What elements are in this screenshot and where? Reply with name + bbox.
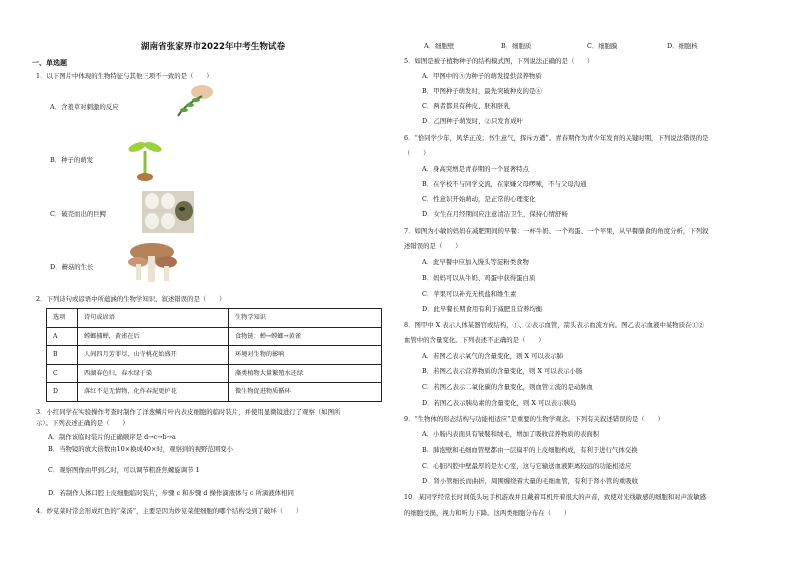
table-cell: 落红不是无情物，化作春泥更护花 bbox=[78, 383, 229, 402]
table-row bbox=[47, 364, 382, 383]
q7-option-c[interactable]: C．苹果可以补充无机盐和维生素 bbox=[422, 290, 517, 298]
table-header-cell: 诗句或谚语 bbox=[78, 309, 229, 328]
q6-option-d[interactable]: D．女生在月经期间应注意清洁卫生，保持心情舒畅 bbox=[422, 210, 568, 218]
q10-stem-line-2: 的细胞受损，视力和听力下降。这两类细胞分布在（ ） bbox=[404, 509, 571, 517]
q4-option-a[interactable]: A．细胞壁 bbox=[424, 42, 455, 50]
q9-option-b[interactable]: B．肺泡壁和毛细血管壁都由一层扁平的上皮细胞构成，有利于进行气体交换 bbox=[422, 446, 638, 454]
q9-stem: 9．“生物体的形态结构与功能相适应”是重要的生物学观念。下列有关叙述错误的是（ ） bbox=[404, 415, 664, 423]
q10-stem-line-1: 10．某同学经常长时间低头玩手机游戏并且戴着耳机开着很大的声音，致使对光线敏感的细胞和对声波敏感 bbox=[404, 493, 707, 501]
q3-option-a[interactable]: A．制作该临时装片的正确顺序是 d→c→b→a bbox=[48, 433, 176, 441]
q8-option-b[interactable]: B．若图乙表示营养物质的含量变化，则 X 可以表示小肠 bbox=[422, 367, 583, 375]
table-header-cell: 选项 bbox=[47, 309, 78, 328]
table-cell: B bbox=[47, 346, 78, 365]
table-row bbox=[47, 327, 382, 346]
table-header-cell: 生物学知识 bbox=[229, 309, 382, 328]
q2-stem: 2．下列诗句或谚语中所蕴涵的生物学知识，叙述错误的是（ ） bbox=[36, 295, 226, 303]
q7-stem-line-2: 述错误的是（ ） bbox=[404, 242, 462, 250]
hatching-eggs-image bbox=[142, 191, 194, 233]
table-cell: A bbox=[47, 327, 78, 346]
q1-option-a[interactable]: A．含羞草对刺激的反应 bbox=[50, 103, 119, 111]
q1-option-b[interactable]: B．种子的萌发 bbox=[50, 156, 94, 164]
q8-option-d[interactable]: D．若图乙表示胰岛素的含量变化，则 X 可以表示胰岛 bbox=[422, 399, 577, 407]
q8-stem-line-2: 血管中的含量变化。下列表述不正确的是（ ） bbox=[404, 336, 545, 344]
table-row bbox=[47, 346, 382, 365]
mushroom-image bbox=[126, 240, 180, 284]
q1-option-d[interactable]: D．蘑菇的生长 bbox=[50, 263, 94, 271]
q3-stem-line-1: 3．小红同学在实验操作考查时制作了洋葱鳞片叶内表皮细胞的临时装片，并使用显微镜进行了观察（如图所 bbox=[36, 408, 341, 416]
q6-option-b[interactable]: B．在学校不与同学交流，在家嫌父母啰嗦，不与父母沟通 bbox=[422, 180, 587, 188]
q7-option-a[interactable]: A．此早餐中应加入馒头等淀粉类食物 bbox=[422, 258, 529, 266]
table-row bbox=[47, 383, 382, 402]
q2-table bbox=[46, 308, 382, 402]
mimosa-hand-image bbox=[174, 82, 214, 118]
table-header-row bbox=[47, 309, 382, 328]
q3-option-c[interactable]: C．观察图像由甲到乙时，可以调节粗准焦螺旋调节 1 bbox=[48, 466, 200, 474]
q8-option-c[interactable]: C．若图乙表示二氧化碳的含量变化，则血管②流的是动脉血 bbox=[422, 383, 594, 391]
q3-option-d[interactable]: D．若制作人体口腔上皮细胞临时装片，步骤 c 和步骤 d 操作滴液体与 c 所滴液体相同 bbox=[48, 489, 294, 497]
q4-option-c[interactable]: C．细胞膜 bbox=[587, 42, 618, 50]
table-cell: 食物链：蝉→螳螂→黄雀 bbox=[229, 327, 382, 346]
q7-option-d[interactable]: D．此早餐长期食用有利于减肥且营养均衡 bbox=[422, 305, 543, 313]
q6-option-c[interactable]: C．性意识开始萌动，是正常的心理变化 bbox=[422, 195, 536, 203]
section-heading: 一、单选题 bbox=[32, 59, 67, 67]
table-cell: 环境对生物的影响 bbox=[229, 346, 382, 365]
q4-stem: 4．炒苋菜时常会形成红色的“菜汤”，主要是因为炒苋菜使细胞的哪个结构受到了破坏（ ） bbox=[36, 507, 303, 515]
q1-option-c[interactable]: C．破壳而出的巨鳄 bbox=[50, 210, 107, 218]
q4-option-b[interactable]: B．细胞质 bbox=[501, 42, 532, 50]
q7-option-b[interactable]: B．妈妈可以从牛奶、鸡蛋中获得蛋白质 bbox=[422, 274, 536, 282]
table-cell: 西湖春色归，春水绿于染 bbox=[78, 364, 229, 383]
q9-option-c[interactable]: C．心脏四腔中壁最厚的是左心室，这与它输送血液距离较远的功能相适应 bbox=[422, 462, 632, 470]
q5-option-a[interactable]: A．甲图中的⑤为种子的萌发提供营养物质 bbox=[422, 72, 542, 80]
q6-stem-line-1: 6．“恰同学少年，风华正茂；书生意气，挥斥方遒”。青春期作为青少年发育的关键时期，下列说法错误的是 bbox=[404, 134, 709, 142]
q5-option-c[interactable]: C．两者都具有种皮、胚和胚乳 bbox=[422, 102, 510, 110]
q7-stem-line-1: 7．如图为小敏的妈妈在减肥期间的早餐：一杯牛奶、一个鸡蛋、一个苹果，从早餐膳食的角度分析，下列叙 bbox=[404, 227, 709, 235]
table-cell: 人间四月芳菲尽，山寺桃花始盛开 bbox=[78, 346, 229, 365]
table-cell: 微生物促进物质循环 bbox=[229, 383, 382, 402]
seedling-image bbox=[127, 133, 163, 183]
q8-option-a[interactable]: A．若图乙表示氧气的含量变化，则 X 可以表示肺 bbox=[422, 352, 564, 360]
table-cell: 藻类植物大量繁殖水还绿 bbox=[229, 364, 382, 383]
table-cell: D bbox=[47, 383, 78, 402]
q8-stem-line-1: 8．图甲中 X 表示人体某器官或结构，①、②表示血管，箭头表示血流方向。图乙表示血液中某物质在①② bbox=[404, 321, 705, 329]
q9-option-a[interactable]: A．小肠内表面具有皱襞和绒毛，增加了吸收营养物质的表面积 bbox=[422, 430, 600, 438]
q5-option-d[interactable]: D．乙图种子萌发时，②只发育成叶 bbox=[422, 117, 523, 125]
q3-stem-line-2: 示）。下列表述正确的是（ ） bbox=[36, 419, 129, 427]
q6-stem-line-2: （ ） bbox=[404, 149, 430, 157]
q4-option-d[interactable]: D．细胞核 bbox=[667, 42, 698, 50]
q6-option-a[interactable]: A．身高突增是青春期的一个显著特点 bbox=[422, 165, 529, 173]
q5-stem: 5．如图是被子植物种子的结构模式图，下列说法正确的是（ ） bbox=[404, 57, 594, 65]
q5-option-b[interactable]: B．甲图种子萌发时，最先突破种皮的是④ bbox=[422, 87, 542, 95]
q9-option-d[interactable]: D．肾小管细长而曲折，周围缠绕着大量的毛细血管，有利于肾小管的重吸收 bbox=[422, 477, 639, 485]
page-title: 湖南省张家界市2022年中考生物试卷 bbox=[140, 42, 286, 52]
table-cell: 螳螂捕蝉，黄雀在后 bbox=[78, 327, 229, 346]
table-cell: C bbox=[47, 364, 78, 383]
q1-stem: 1．以下图片中体现的生物特征与其他三项不一致的是（ ） bbox=[36, 72, 213, 80]
q3-option-b[interactable]: B．当物镜的放大倍数由10×换成40×时，观察到的视野范围变小 bbox=[48, 445, 234, 453]
